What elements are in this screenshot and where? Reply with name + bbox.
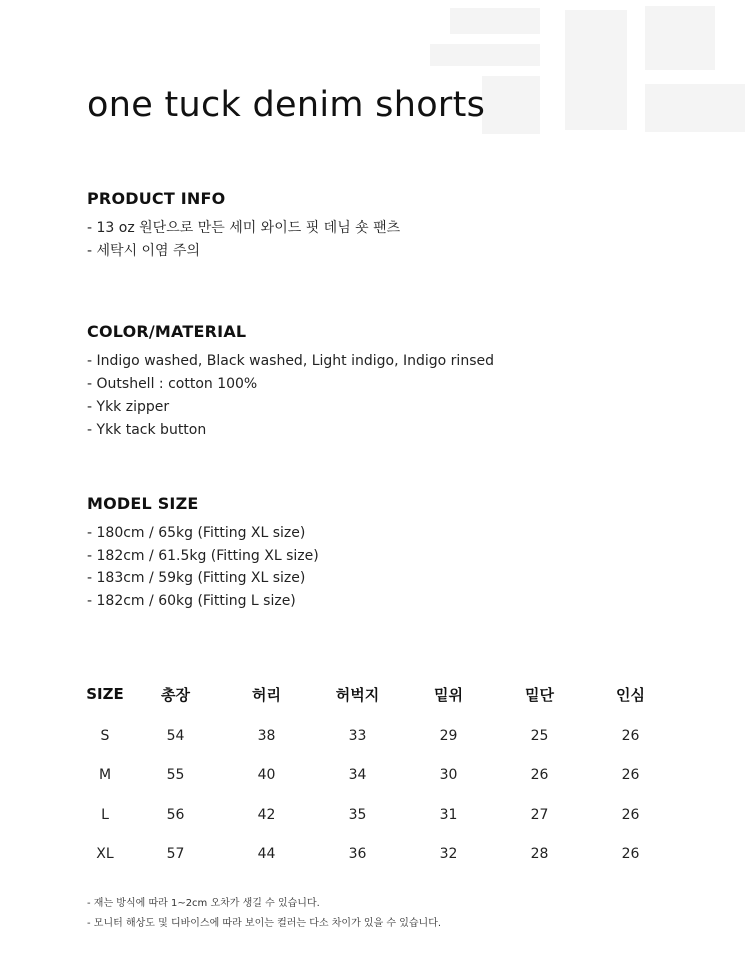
table-row <box>80 795 676 835</box>
note-line: - 모니터 해상도 및 디바이스에 따라 보이는 컬러는 다소 차이가 있을 수 있습니다. <box>87 914 441 934</box>
table-cell: 33 <box>348 727 367 744</box>
list-item: - 183cm / 59kg (Fitting XL size) <box>87 567 319 590</box>
table-cell: L <box>101 806 109 823</box>
list-item: - 세탁시 이염 주의 <box>87 240 400 263</box>
size-notes <box>87 894 441 934</box>
table-cell: 57 <box>166 846 185 863</box>
background-ghost-graphic <box>390 0 750 150</box>
list-item: - Ykk zipper <box>87 396 494 419</box>
product-title: one tuck denim shorts <box>87 85 486 126</box>
table-cell: 28 <box>530 846 549 863</box>
column-header: 밑위 <box>434 685 463 704</box>
color-material-heading: COLOR/MATERIAL <box>87 322 247 341</box>
table-cell: XL <box>96 846 114 863</box>
product-info-list <box>87 217 400 263</box>
table-cell: 54 <box>166 727 185 744</box>
table-cell: 25 <box>530 727 549 744</box>
product-info-heading: PRODUCT INFO <box>87 189 226 208</box>
column-header: 허벅지 <box>335 685 380 704</box>
table-cell: M <box>98 767 112 784</box>
table-cell: 36 <box>348 846 367 863</box>
column-header: 밑단 <box>525 685 554 704</box>
table-cell: 34 <box>348 767 367 784</box>
table-cell: 44 <box>257 846 276 863</box>
table-cell: 55 <box>166 767 185 784</box>
table-row <box>80 716 676 756</box>
table-cell: 32 <box>439 846 458 863</box>
list-item: - Outshell : cotton 100% <box>87 373 494 396</box>
column-header: 총장 <box>161 685 190 704</box>
size-table <box>80 672 676 874</box>
table-header-row <box>80 672 676 716</box>
table-cell: 26 <box>621 727 640 744</box>
list-item: - 182cm / 60kg (Fitting L size) <box>87 590 319 613</box>
table-cell: S <box>100 727 110 744</box>
list-item: - 13 oz 원단으로 만든 세미 와이드 핏 데님 숏 팬츠 <box>87 217 400 240</box>
table-cell: 26 <box>621 846 640 863</box>
table-cell: 31 <box>439 806 458 823</box>
list-item: - Indigo washed, Black washed, Light indigo, Indigo rinsed <box>87 350 494 373</box>
table-cell: 40 <box>257 767 276 784</box>
model-size-list <box>87 522 319 612</box>
model-size-section <box>87 494 319 612</box>
column-header: 인심 <box>616 685 645 704</box>
table-cell: 29 <box>439 727 458 744</box>
table-cell: 30 <box>439 767 458 784</box>
list-item: - Ykk tack button <box>87 419 494 442</box>
column-header: SIZE <box>86 685 124 703</box>
list-item: - 180cm / 65kg (Fitting XL size) <box>87 522 319 545</box>
table-cell: 38 <box>257 727 276 744</box>
table-cell: 27 <box>530 806 549 823</box>
table-row <box>80 835 676 875</box>
table-cell: 26 <box>621 767 640 784</box>
color-material-section <box>87 322 494 442</box>
product-info-section <box>87 189 400 263</box>
table-cell: 26 <box>621 806 640 823</box>
table-row <box>80 756 676 796</box>
table-cell: 42 <box>257 806 276 823</box>
table-cell: 26 <box>530 767 549 784</box>
table-cell: 56 <box>166 806 185 823</box>
note-line: - 재는 방식에 따라 1~2cm 오차가 생길 수 있습니다. <box>87 894 441 914</box>
color-material-list <box>87 350 494 442</box>
list-item: - 182cm / 61.5kg (Fitting XL size) <box>87 545 319 568</box>
column-header: 허리 <box>252 685 281 704</box>
model-size-heading: MODEL SIZE <box>87 494 199 513</box>
table-cell: 35 <box>348 806 367 823</box>
